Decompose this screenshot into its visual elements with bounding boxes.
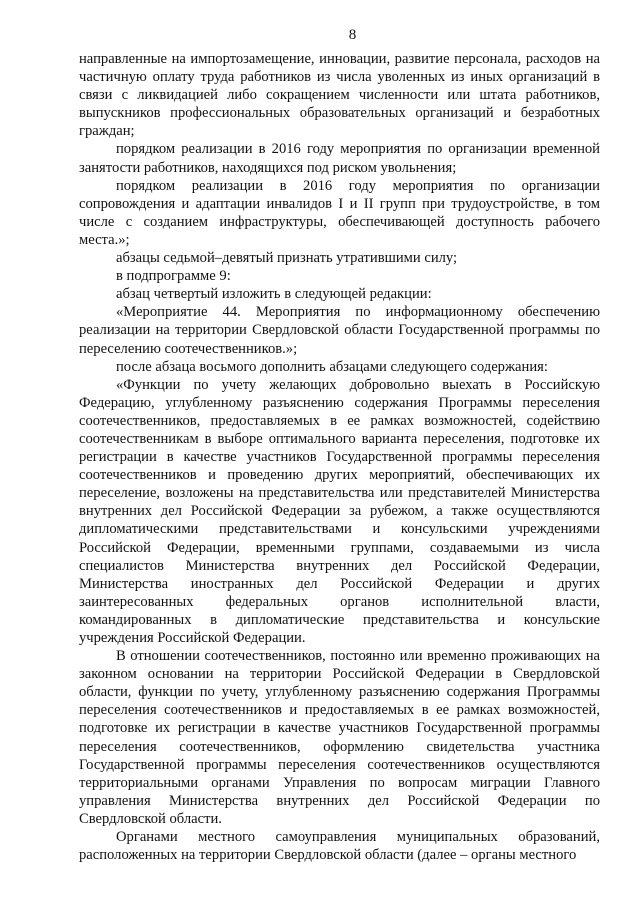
paragraph-10: В отношении соотечественников, постоянно или временно проживающих на законном основании на территории Российской Федерации в Свердловской области, функции по учету, углубленному разъяснению содержания Программы переселения соотечественников и предоставляемых в ее рамках возможностей, подготовке их регистрации в качестве участников Государственной программы переселения соотечественников, оформлению свидетельства участника Государственной программы переселения соотечественников осуществляются территориальными органами Управления по вопросам миграции Главного управления Министерства внутренних дел Российской Федерации по Свердловской области.: [79, 648, 600, 827]
paragraph-11: Органами местного самоуправления муниципальных образований, расположенных на территории Свердловской области (далее – органы местного: [79, 829, 600, 864]
paragraph-9: «Функции по учету желающих добровольно выехать в Российскую Федерацию, углубленному разъяснению содержания Программы переселения соотечественников, предоставляемых в ее рамках возможностей, содействию соотечественникам в выборе оптимального варианта переселения, подготовке их регистрации в качестве участников Государственной программы переселения соотечественников и проведению других мероприятий, обеспечивающих их переселение, возложены на представительства или представителей Министерства внутренних дел Российской Федерации за рубежом, а также осуществляются дипломатическими представительствами и консульскими учреждениями Российской Федерации, временными группами, создаваемыми из числа специалистов Министерства внутренних дел Российской Федерации, Министерства иностранных дел Российской Федерации и других заинтересованных федеральных органов исполнительной власти, командированных в дипломатические представительства и консульские учреждения Российской Федерации.: [79, 376, 600, 646]
paragraph-4: абзацы седьмой–девятый признать утратившими силу;: [116, 250, 458, 267]
paragraph-6: абзац четвертый изложить в следующей редакции:: [116, 286, 432, 303]
page-number: 8: [348, 27, 357, 43]
paragraph-3: порядком реализации в 2016 году мероприятия по организации сопровождения и адаптации инвалидов I и II групп при трудоустройстве, в том числе с созданием инфраструктуры, обеспечивающей доступность рабочего места.»;: [79, 177, 600, 248]
paragraph-5: в подпрограмме 9:: [116, 268, 231, 285]
document-body: [79, 50, 600, 864]
paragraph-2: порядком реализации в 2016 году мероприятия по организации временной занятости работников, находящихся под риском увольнения;: [79, 141, 600, 176]
paragraph-1: направленные на импортозамещение, инновации, развитие персонала, расходов на частичную оплату труда работников из числа уволенных из иных организаций в связи с ликвидацией либо сокращением численности или штата работников, выпускников профессиональных образовательных организаций и безработных граждан;: [79, 51, 600, 140]
paragraph-7: «Мероприятие 44. Мероприятия по информационному обеспечению реализации на территории Свердловской области Государственной программы по переселению соотечественников.»;: [79, 304, 600, 357]
paragraph-8: после абзаца восьмого дополнить абзацами следующего содержания:: [116, 358, 548, 375]
